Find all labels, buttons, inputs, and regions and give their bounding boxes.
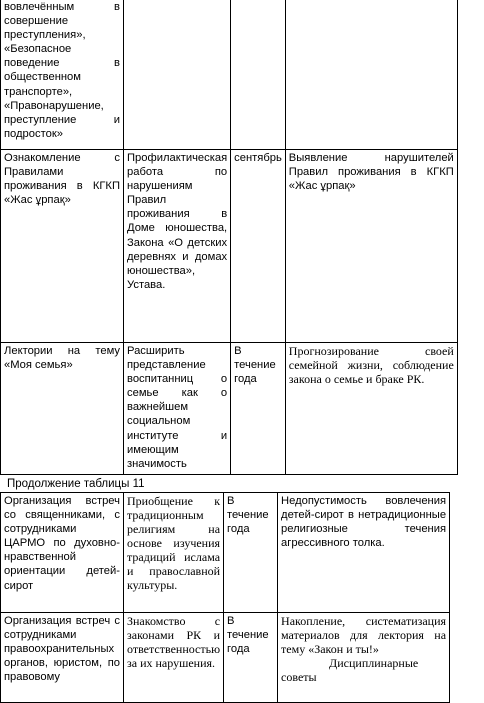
table-cell bbox=[124, 0, 231, 150]
table-cell: Прогнозирование своей семейной жизни, соблюдение закона о семье и браке РК. bbox=[285, 343, 457, 475]
table-row bbox=[1, 150, 458, 343]
table-cell: Ознакомление с Правилами проживания в КГКП «Жас ұрпақ» bbox=[1, 150, 124, 343]
table-row bbox=[1, 0, 458, 150]
table-row bbox=[1, 613, 450, 703]
table-row bbox=[1, 343, 458, 475]
table-cell: вовлечённым в совершение преступления», «Безопасное поведение в общественном транспорте», «Правонарушение, преступление и подросток» bbox=[1, 0, 124, 150]
table-cell: Организация встреч со священниками, с сотрудниками ЦАРМО по духовно-нравственной ориентации детей-сирот bbox=[1, 493, 124, 613]
table-cell: сентябрь bbox=[231, 150, 286, 343]
table-cell: Знакомство с законами РК и ответственностью за их нарушения. bbox=[124, 613, 224, 703]
table-cell bbox=[285, 0, 457, 150]
table-cell: Расширить представление воспитанниц о семье как о важнейшем социальном институте и имеющим значимость bbox=[124, 343, 231, 475]
table-cell: Организация встреч с сотрудниками правоохранительных органов, юристом, по правовому bbox=[1, 613, 124, 703]
table-cell: Выявление нарушителей Правил проживания в КГКП «Жас ұрпақ» bbox=[285, 150, 457, 343]
table-cell bbox=[278, 613, 450, 703]
table-cell: Недопустимость вовлечения детей-сирот в нетрадиционные религиозные течения агрессивного толка. bbox=[278, 493, 450, 613]
plan-table-part-2 bbox=[0, 492, 450, 703]
table-cell: В течение года bbox=[224, 613, 278, 703]
table-cell: Лектории на тему «Моя семья» bbox=[1, 343, 124, 475]
table-caption: Продолжение таблицы 11 bbox=[7, 478, 145, 490]
table-cell: Приобщение к традиционным религиям на основе изучения традиций ислама и православной культуры. bbox=[124, 493, 224, 613]
table-cell: В течение года bbox=[231, 343, 286, 475]
table-cell bbox=[231, 0, 286, 150]
table-cell: В течение года bbox=[224, 493, 278, 613]
cell-text: Накопление, систематизация материалов для лектория на тему «Закон и ты!» bbox=[281, 614, 447, 656]
table-cell: Профилактическая работа по нарушениям Правил проживания в Доме юношества, Закона «О детских деревнях и домах юношества», Устава. bbox=[124, 150, 231, 343]
cell-text-indented: Дисциплинарные советы bbox=[281, 656, 419, 684]
table-row bbox=[1, 493, 450, 613]
